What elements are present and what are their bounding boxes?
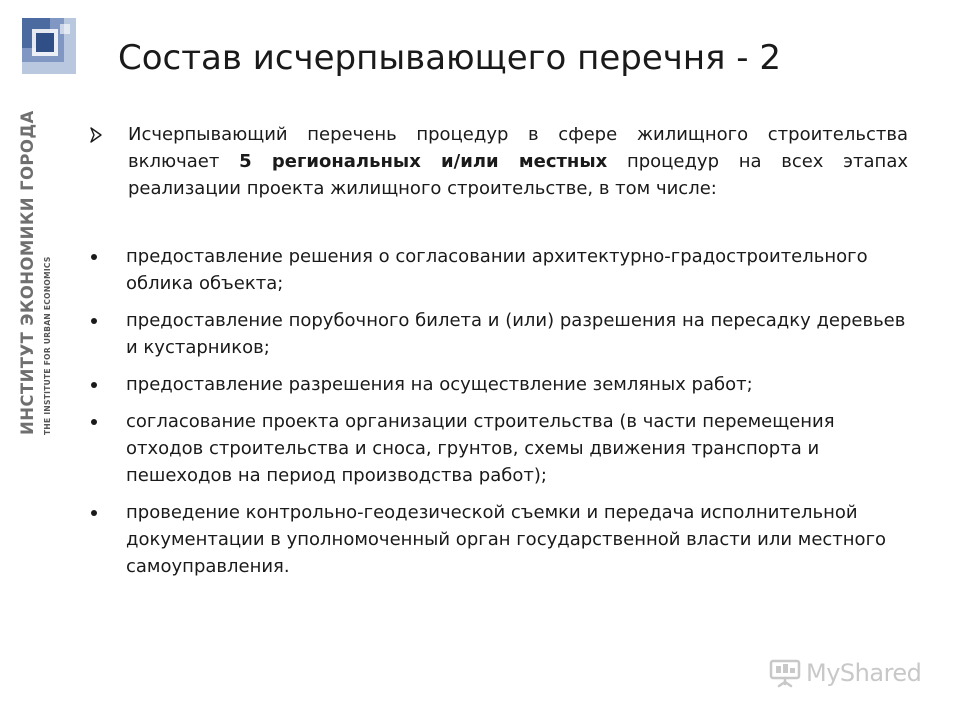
list-item-text: проведение контрольно-геодезической съемки и передача исполнительной документации в уполномоченный орган государственной власти или местного самоуправления. [126,502,887,577]
list-item-text: предоставление порубочного билета и (или) разрешения на пересадку деревьев и кустарников; [126,310,906,358]
procedure-list [88,243,908,580]
bullet-dot-icon [91,510,97,516]
arrow-marker-icon [88,127,104,143]
institute-name-en: THE INSTITUTE FOR URBAN ECONOMICS [43,256,52,435]
list-item-text: согласование проекта организации строительства (в части перемещения отходов строительства и сноса, грунтов, схемы движения транспорта и пешеходов на период производства работ); [126,411,835,486]
intro-text-end: процедур на всех этапах реализации проекта жилищного строительстве, в том числе: [128,151,908,199]
intro-text [128,121,908,202]
bullet-dot-icon [91,318,97,324]
myshared-watermark [768,655,928,691]
list-item [88,243,908,297]
list-item [88,371,908,398]
list-item-text: предоставление решения о согласовании архитектурно-градостроительного облика объекта; [126,246,868,294]
watermark-text: MyShared [806,659,922,687]
bullet-dot-icon [91,419,97,425]
slide-title: Состав исчерпывающего перечня - 2 [118,38,782,78]
presentation-icon [768,658,802,688]
institute-branding [18,105,78,435]
intro-paragraph [88,121,908,202]
bullet-dot-icon [91,254,97,260]
list-item [88,408,908,489]
intro-text-bold: 5 региональных и/или местных [239,151,608,172]
list-item [88,499,908,580]
list-item [88,307,908,361]
bullet-dot-icon [91,382,97,388]
institute-name-ru: ИНСТИТУТ ЭКОНОМИКИ ГОРОДА [18,110,37,435]
list-item-text: предоставление разрешения на осуществление земляных работ; [126,374,753,395]
intro-text-start: Исчерпывающий перечень процедур в сфере жилищного строительства включает [128,124,908,172]
institute-logo [22,18,76,74]
